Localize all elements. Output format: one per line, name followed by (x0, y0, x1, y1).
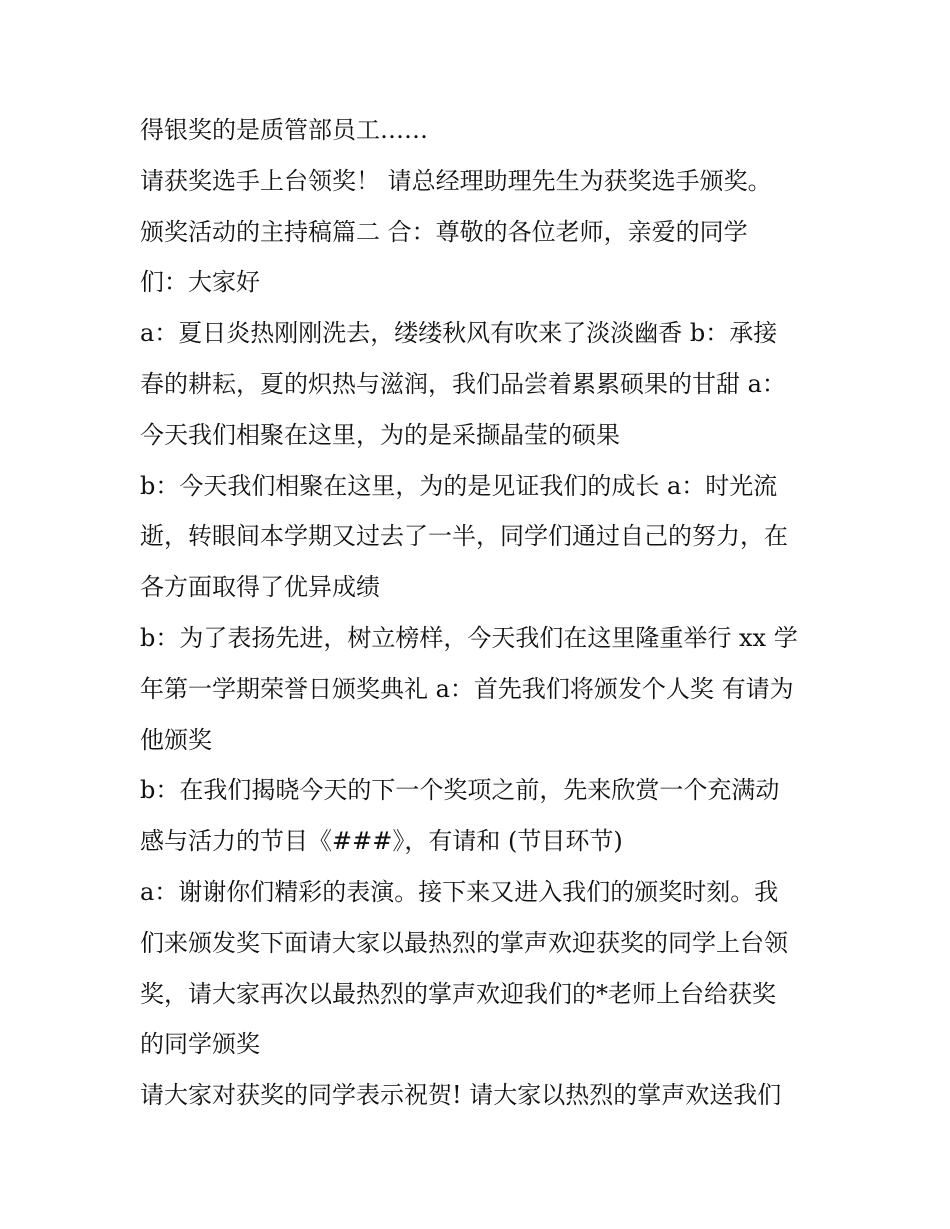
text-line: 感与活力的节目《###》，有请和 (节目环节) (140, 827, 623, 856)
text-line: 他颁奖 (140, 725, 212, 754)
text-line: 各方面取得了优异成绩 (140, 573, 380, 602)
text-line: a：谢谢你们精彩的表演。接下来又进入我们的颁奖时刻。我 (140, 877, 779, 906)
text-line: 们：大家好 (140, 268, 260, 297)
text-line: 请大家对获奖的同学表示祝贺! 请大家以热烈的掌声欢送我们 (140, 1081, 782, 1110)
text-line: 今天我们相聚在这里，为的是采撷晶莹的硕果 (140, 420, 620, 449)
text-line: 请获奖选手上台领奖！ 请总经理助理先生为获奖选手颁奖。 (140, 166, 772, 195)
text-line: 春的耕耘，夏的炽热与滋润，我们品尝着累累硕果的甘甜 a： (140, 369, 786, 398)
body-text (140, 105, 830, 1121)
text-line: 年第一学期荣誉日颁奖典礼 a：首先我们将颁发个人奖 有请为 (140, 674, 794, 703)
text-line: b：今天我们相聚在这里，为的是见证我们的成长 a：时光流 (140, 471, 778, 500)
text-line: 颁奖活动的主持稿篇二 合：尊敬的各位老师，亲爱的同学 (140, 217, 748, 246)
text-line: 得银奖的是质管部员工…… (140, 116, 428, 144)
text-line: b：为了表扬先进，树立榜样，今天我们在这里隆重举行 xx 学 (140, 623, 798, 652)
text-line: b：在我们揭晓今天的下一个奖项之前，先来欣赏一个充满动 (140, 776, 780, 805)
text-line: 们来颁发奖下面请大家以最热烈的掌声欢迎获奖的同学上台领 (140, 928, 788, 957)
text-line: 奖，请大家再次以最热烈的掌声欢迎我们的*老师上台给获奖 (140, 979, 776, 1008)
text-line: 的同学颁奖 (140, 1030, 260, 1059)
text-line: 逝，转眼间本学期又过去了一半，同学们通过自己的努力，在 (140, 522, 788, 551)
text-line: a：夏日炎热刚刚洗去，缕缕秋风有吹来了淡淡幽香 b：承接 (140, 319, 778, 348)
